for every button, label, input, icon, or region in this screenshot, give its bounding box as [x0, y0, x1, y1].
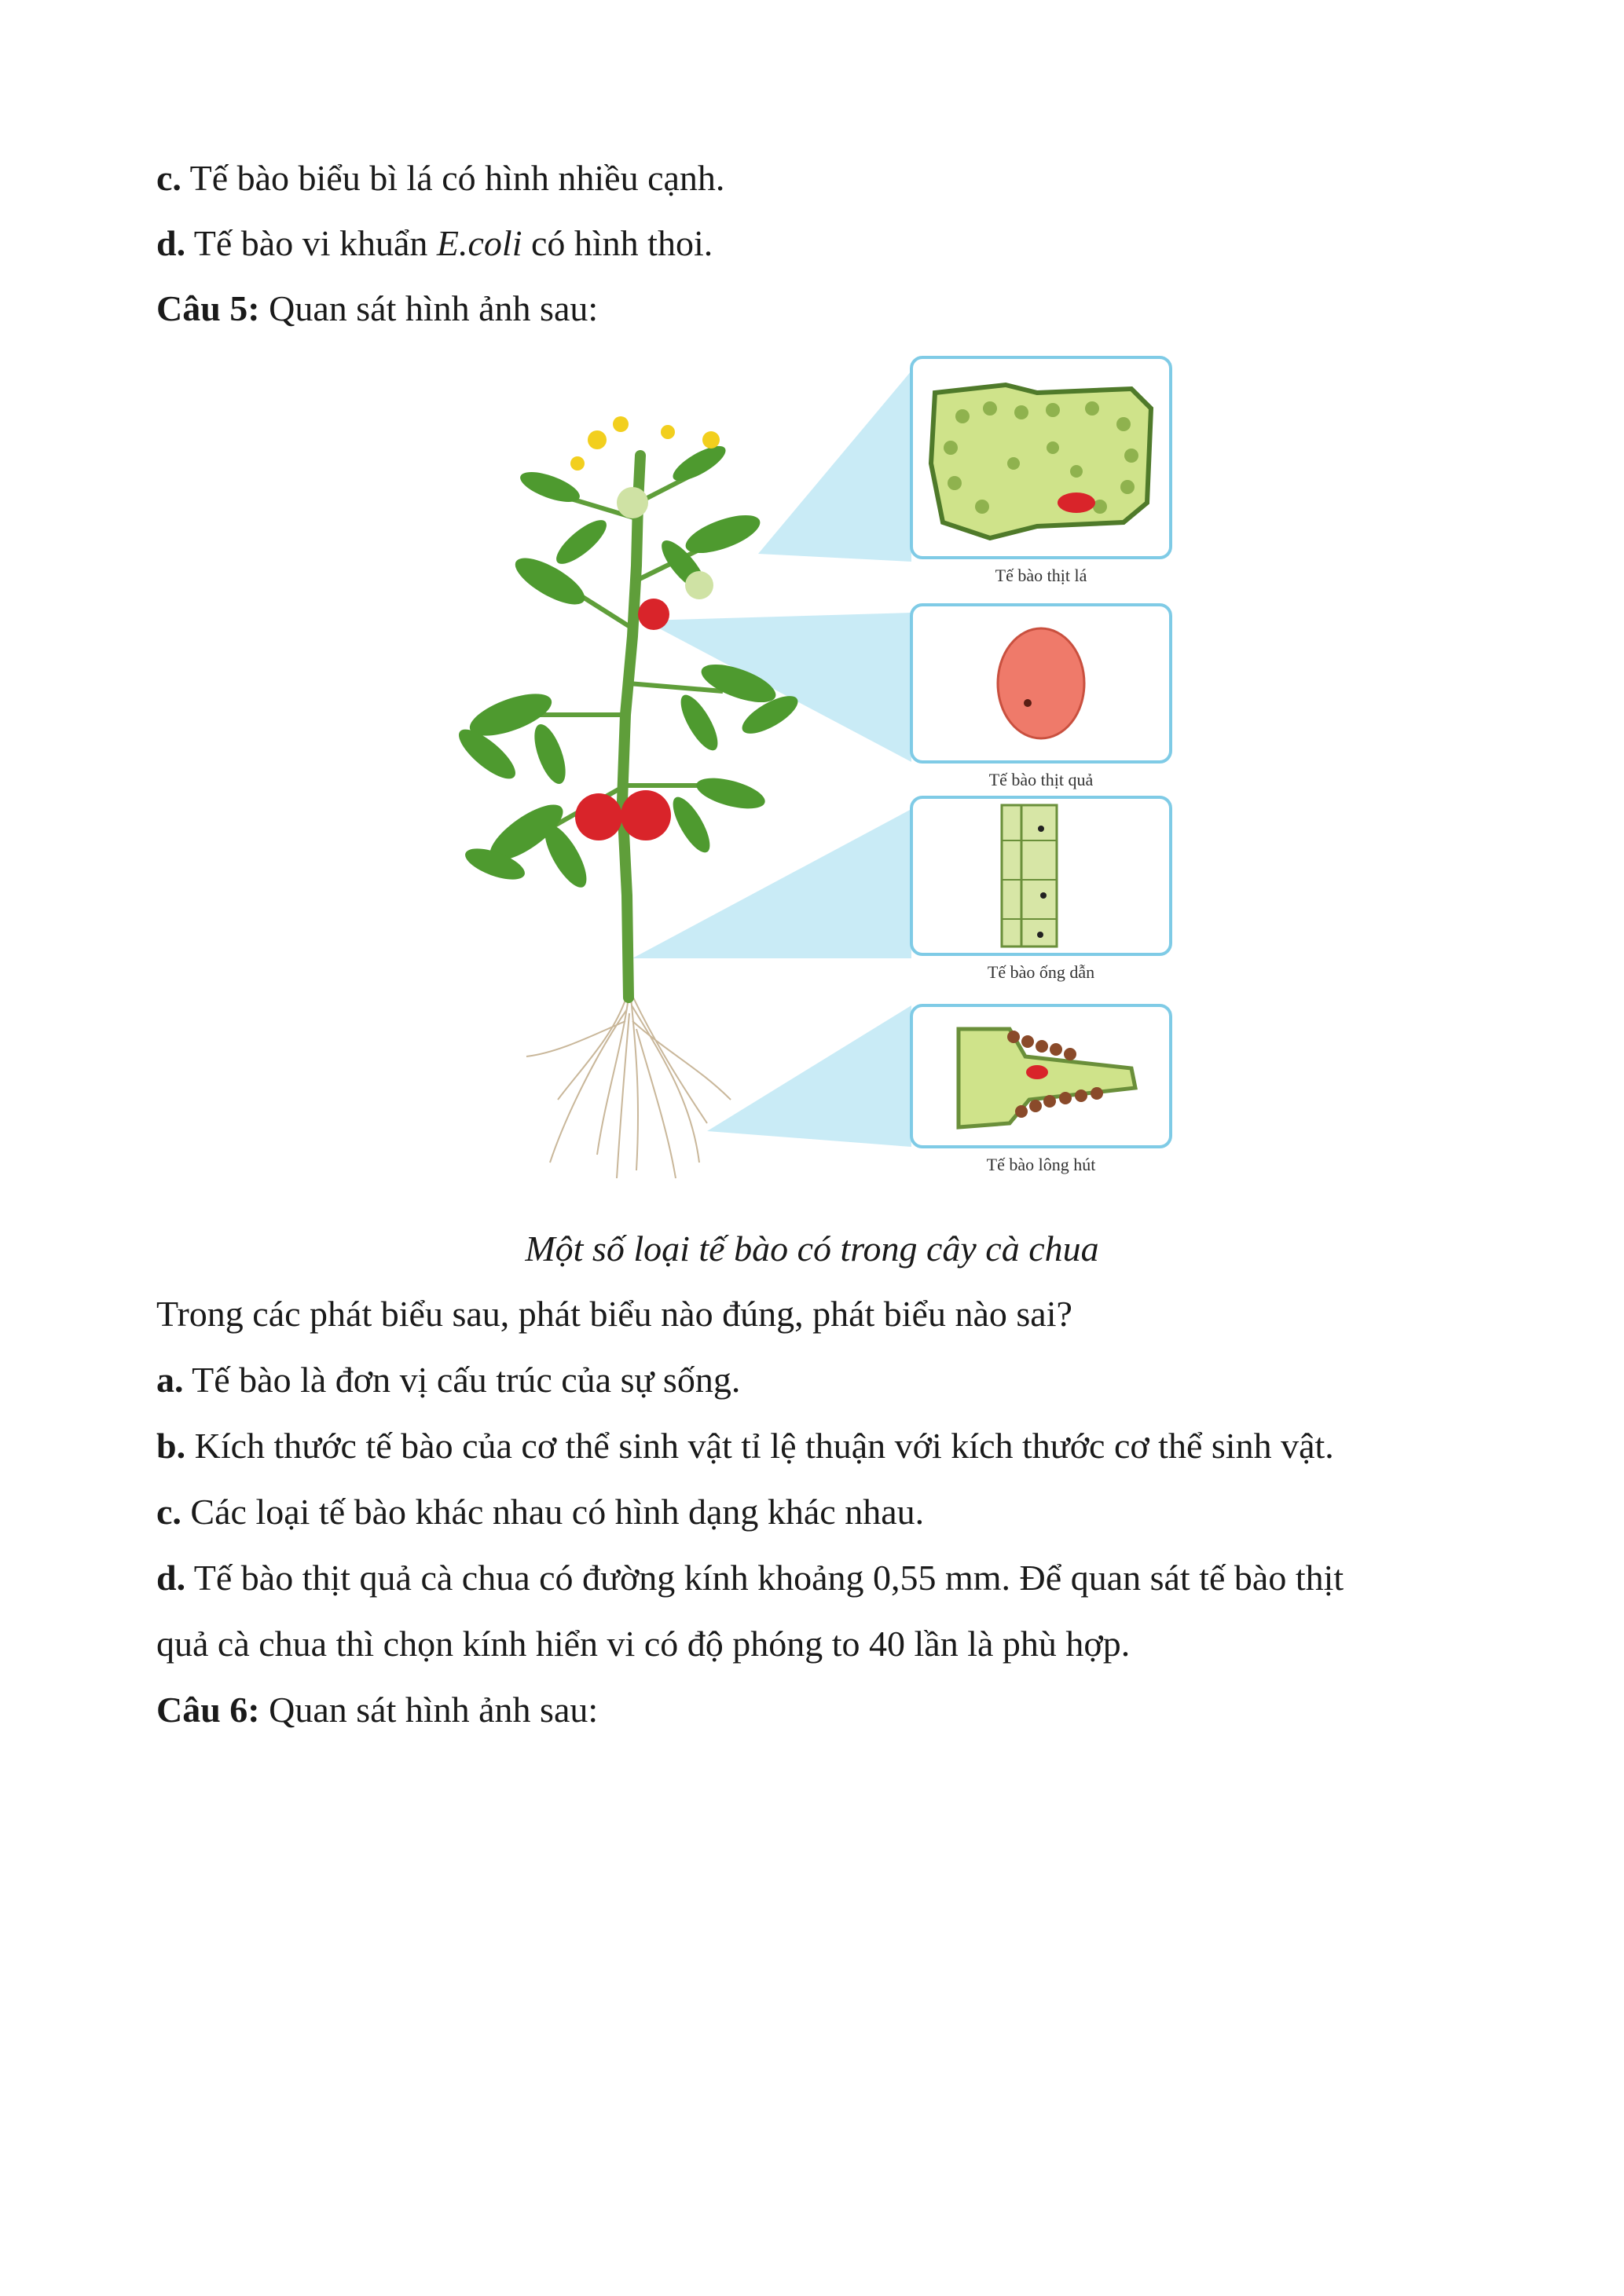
fruit-cell-box: [911, 605, 1171, 762]
option-c-line: [156, 155, 724, 202]
question-6-text: Quan sát hình ảnh sau:: [259, 1690, 599, 1730]
statement-c-text: Các loại tế bào khác nhau có hình dạng khác nhau.: [181, 1492, 925, 1532]
statement-d-continuation: [156, 1620, 1130, 1668]
callout-wedge-vessel: [632, 809, 911, 958]
tomato-cell-figure: [440, 346, 1226, 1194]
label-fruit-cell: Tế bào thịt quả: [988, 770, 1094, 789]
option-c-prefix: c.: [156, 158, 181, 198]
label-root-hair-cell: Tế bào lông hút: [986, 1155, 1096, 1174]
vessel-cell-box: [911, 797, 1171, 954]
leaf-cell-box: [911, 357, 1171, 558]
root-system: [526, 998, 731, 1178]
label-leaf-cell: Tế bào thịt lá: [995, 566, 1087, 585]
option-d-prefix: d.: [156, 223, 186, 263]
option-c-text: Tế bào biểu bì lá có hình nhiều cạnh.: [181, 158, 725, 198]
statement-d-prefix: d.: [156, 1558, 186, 1598]
statement-d-text: Tế bào thịt quả cà chua có đường kính khoảng 0,55 mm. Để quan sát tế bào thịt: [185, 1558, 1344, 1598]
question-intro: Trong các phát biểu sau, phát biểu nào đúng, phát biểu nào sai?: [156, 1294, 1072, 1334]
question-5-heading: [156, 285, 598, 332]
statement-a: [156, 1357, 740, 1404]
option-d-text-before: Tế bào vi khuẩn: [185, 223, 437, 263]
option-d-line: [156, 220, 713, 267]
statement-a-text: Tế bào là đơn vị cấu trúc của sự sống.: [183, 1360, 741, 1400]
statement-b: [156, 1423, 1334, 1470]
figure-caption: Một số loại tế bào có trong cây cà chua: [525, 1229, 1099, 1269]
ecoli-term: E.coli: [436, 223, 522, 263]
callout-wedge-leaf: [758, 371, 911, 562]
callout-wedge-root: [707, 1005, 911, 1147]
label-vessel-cell: Tế bào ống dẫn: [987, 962, 1095, 982]
statement-d-text-2: quả cà chua thì chọn kính hiển vi có độ phóng to 40 lần là phù hợp.: [156, 1624, 1131, 1664]
question-6-heading: [156, 1686, 598, 1734]
statement-d: [156, 1554, 1344, 1602]
statement-c-prefix: c.: [156, 1492, 181, 1532]
statement-b-prefix: b.: [156, 1426, 186, 1466]
statement-a-prefix: a.: [156, 1360, 184, 1400]
option-d-text-after: có hình thoi.: [522, 223, 713, 263]
question-5-label: Câu 5:: [156, 288, 260, 328]
root-hair-cell-box: [911, 1005, 1171, 1147]
stem: [622, 456, 640, 998]
statement-c: [156, 1489, 924, 1536]
statement-b-text: Kích thước tế bào của cơ thể sinh vật tỉ lệ thuận với kích thước cơ thể sinh vật.: [185, 1426, 1334, 1466]
question-5-text: Quan sát hình ảnh sau:: [259, 288, 599, 328]
question-6-label: Câu 6:: [156, 1690, 260, 1730]
